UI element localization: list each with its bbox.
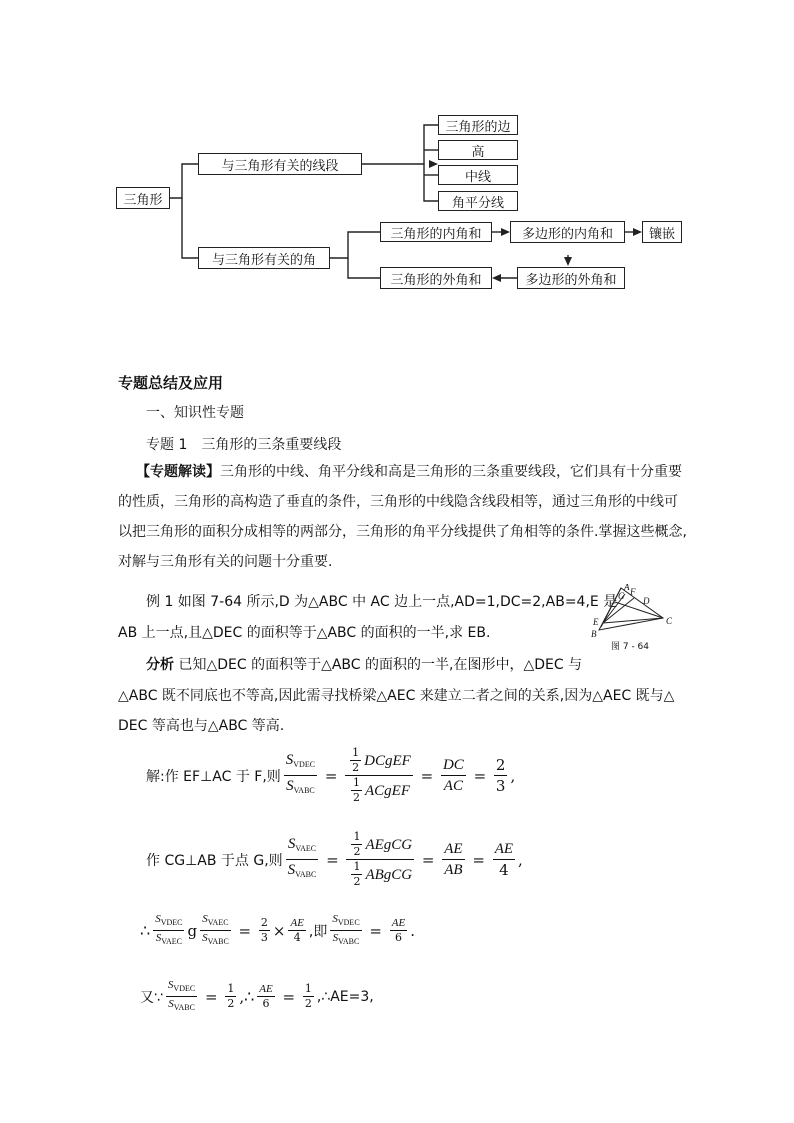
ae: AE <box>493 839 515 860</box>
sub-aec: VAEC <box>207 918 229 927</box>
solution-step-3: ∴ $\frac{S_{VDEC}}{S_{VAEC}}$ g $\frac{S_{VAEC}}{S_{VABC}}$ = $\frac{2}{3}$ × $\frac{AE}{4}$ ,即 $\frac{S_{VDEC}}{S_{VABC}}$ = $\frac{AE}{6}$ . <box>140 913 415 946</box>
ab-cg: ABgCG <box>365 866 413 883</box>
half-num: 1 <box>353 860 361 873</box>
half-num: 1 <box>304 982 312 995</box>
solution-step-4: 又∵ $\frac{S_{VDEC}}{S_{VABC}}$ = $\frac{1}{2}$ , ∴ $\frac{AE}{6}$ = $\frac{1}{2}$ ,∴AE=3, <box>140 979 374 1012</box>
fig-label-c: C <box>666 616 673 626</box>
half-den: 2 <box>227 997 235 1010</box>
comma: , <box>518 850 523 869</box>
concept-angles-branch: 与三角形有关的角 <box>198 247 330 269</box>
example-line-2: AB 上一点,且△DEC 的面积等于△ABC 的面积的一半,求 EB. <box>118 625 491 641</box>
topic-reading-paragraph <box>118 457 688 577</box>
concept-side: 三角形的边 <box>438 115 518 135</box>
sub-dec: VDEC <box>337 918 360 927</box>
sub-abc: VABC <box>293 786 315 795</box>
sub-abc: VABC <box>338 937 360 946</box>
analysis-line-3: DEC 等高也与△ABC 等高. <box>118 718 285 734</box>
sub-abc: VABC <box>173 1003 195 1012</box>
sub-dec: VDEC <box>160 918 183 927</box>
sub-abc: VABC <box>207 937 229 946</box>
ac-ef: ACgEF <box>365 782 410 799</box>
ae: AE <box>442 839 464 860</box>
sub-dec: VDEC <box>173 984 196 993</box>
ae-cg: AEgCG <box>365 836 413 853</box>
solution-step-1-prefix: 解:作 EF⊥AC 于 F,则 <box>146 768 281 785</box>
concept-interior-sum: 三角形的内角和 <box>380 222 492 242</box>
topic-heading: 专题 1 三角形的三条重要线段 <box>146 437 342 453</box>
two: 2 <box>260 916 268 929</box>
solution-step-2: 作 CG⊥AB 于点 G,则 $\frac{S_{VAEC}}{S_{VABC}}$ = $\frac{1}{2}$ AEgCG $\frac{1}{2}$ ABgCG = $\frac{AE}{AB}$ = $\frac{AE}{4}$ , <box>146 830 523 888</box>
solution-step-4-prefix: 又∵ <box>140 989 163 1006</box>
therefore-symbol: ∴ <box>244 987 255 1006</box>
comma: , <box>239 987 245 1006</box>
period: . <box>410 921 415 940</box>
section-heading: 一、知识性专题 <box>146 405 244 421</box>
fig-label-b: B <box>591 629 597 639</box>
g: g <box>187 921 198 940</box>
section-title: 专题总结及应用 <box>118 374 224 392</box>
fig-label-a: A <box>624 584 630 592</box>
therefore-symbol: ∴ <box>140 921 151 940</box>
half-num: 1 <box>352 746 360 759</box>
three: 3 <box>495 777 506 795</box>
comma: , <box>510 766 516 785</box>
fig-label-f: F <box>630 587 636 597</box>
analysis-tag: 分析 <box>146 657 174 673</box>
six: 6 <box>262 997 270 1010</box>
ab: AB <box>444 862 463 878</box>
ae: AE <box>259 983 273 995</box>
analysis-line-1 <box>146 655 582 675</box>
solution-step-1: 解:作 EF⊥AC 于 F,则 $\frac{S_{VDEC}}{S_{VABC}}$ = $\frac{1}{2}$ DCgEF $\frac{1}{2}$ ACgEF = $\frac{DC}{AC}$ = $\frac{2}{3}$ , <box>146 746 516 804</box>
fig-label-g: G <box>618 591 625 601</box>
dc: DC <box>441 755 466 776</box>
reading-text: 三角形的中线、角平分线和高是三角形的三条重要线段，它们具有十分重要的性质，三角形的高构造了垂直的条件，三角形的中线隐含线段相等，通过三角形的中线可以把三角形的面积分成相等的两部分，三角形的角平分线提供了角相等的条件.掌握这些概念,对解与三角形有关的问题十分重要. <box>118 464 687 570</box>
analysis-text-1: 已知△DEC 的面积等于△ABC 的面积的一半,在图形中，△DEC 与 <box>178 657 583 673</box>
concept-median: 中线 <box>438 165 518 185</box>
concept-root: 三角形 <box>116 187 170 209</box>
six: 6 <box>394 931 402 944</box>
triangle-figure <box>585 584 685 654</box>
half-den: 2 <box>304 997 312 1010</box>
concept-segments-branch: 与三角形有关的线段 <box>198 153 362 175</box>
fig-label-e: E <box>593 617 599 627</box>
concept-exterior-sum: 三角形的外角和 <box>380 267 492 289</box>
ae: AE <box>290 917 304 929</box>
concept-altitude: 高 <box>438 140 518 160</box>
figure-caption: 图 7 - 64 <box>611 642 650 652</box>
example-line-1: 例 1 如图 7-64 所示,D 为△ABC 中 AC 边上一点,AD=1,DC=2,AB=4,E 是 <box>146 594 618 610</box>
half-num: 1 <box>353 776 360 789</box>
four: 4 <box>499 861 509 879</box>
sub-abc: VABC <box>295 870 317 879</box>
concept-polygon-exterior: 多边形的外角和 <box>517 267 625 289</box>
ac: AC <box>443 778 463 794</box>
solution-step-4-tail: ,∴AE=3, <box>316 988 374 1005</box>
half-den: 2 <box>353 845 361 858</box>
half-den: 2 <box>353 875 361 888</box>
half-den: 2 <box>352 761 360 774</box>
concept-tessellation: 镶嵌 <box>642 221 682 243</box>
half-den: 2 <box>353 791 360 804</box>
times-symbol: × <box>272 921 286 940</box>
three: 3 <box>260 931 268 944</box>
sub-dec: VDEC <box>293 760 316 769</box>
half-num: 1 <box>227 982 235 995</box>
solution-step-2-prefix: 作 CG⊥AB 于点 G,则 <box>146 852 283 869</box>
ji: ,即 <box>308 923 328 940</box>
two: 2 <box>495 756 506 774</box>
sub-aec: VAEC <box>295 844 317 853</box>
fig-label-d: D <box>643 596 650 606</box>
reading-tag: 【专题解读】 <box>136 464 220 480</box>
concept-bisector: 角平分线 <box>438 191 518 211</box>
dc-ef: DCgEF <box>364 752 411 769</box>
analysis-line-2: △ABC 既不同底也不等高,因此需寻找桥梁△AEC 来建立二者之间的关系,因为△AEC 既与△ <box>118 688 675 704</box>
concept-polygon-interior: 多边形的内角和 <box>510 221 625 243</box>
ae: AE <box>391 917 406 929</box>
sub-aec: VAEC <box>161 937 182 946</box>
half-num: 1 <box>353 830 361 843</box>
four: 4 <box>293 931 301 944</box>
